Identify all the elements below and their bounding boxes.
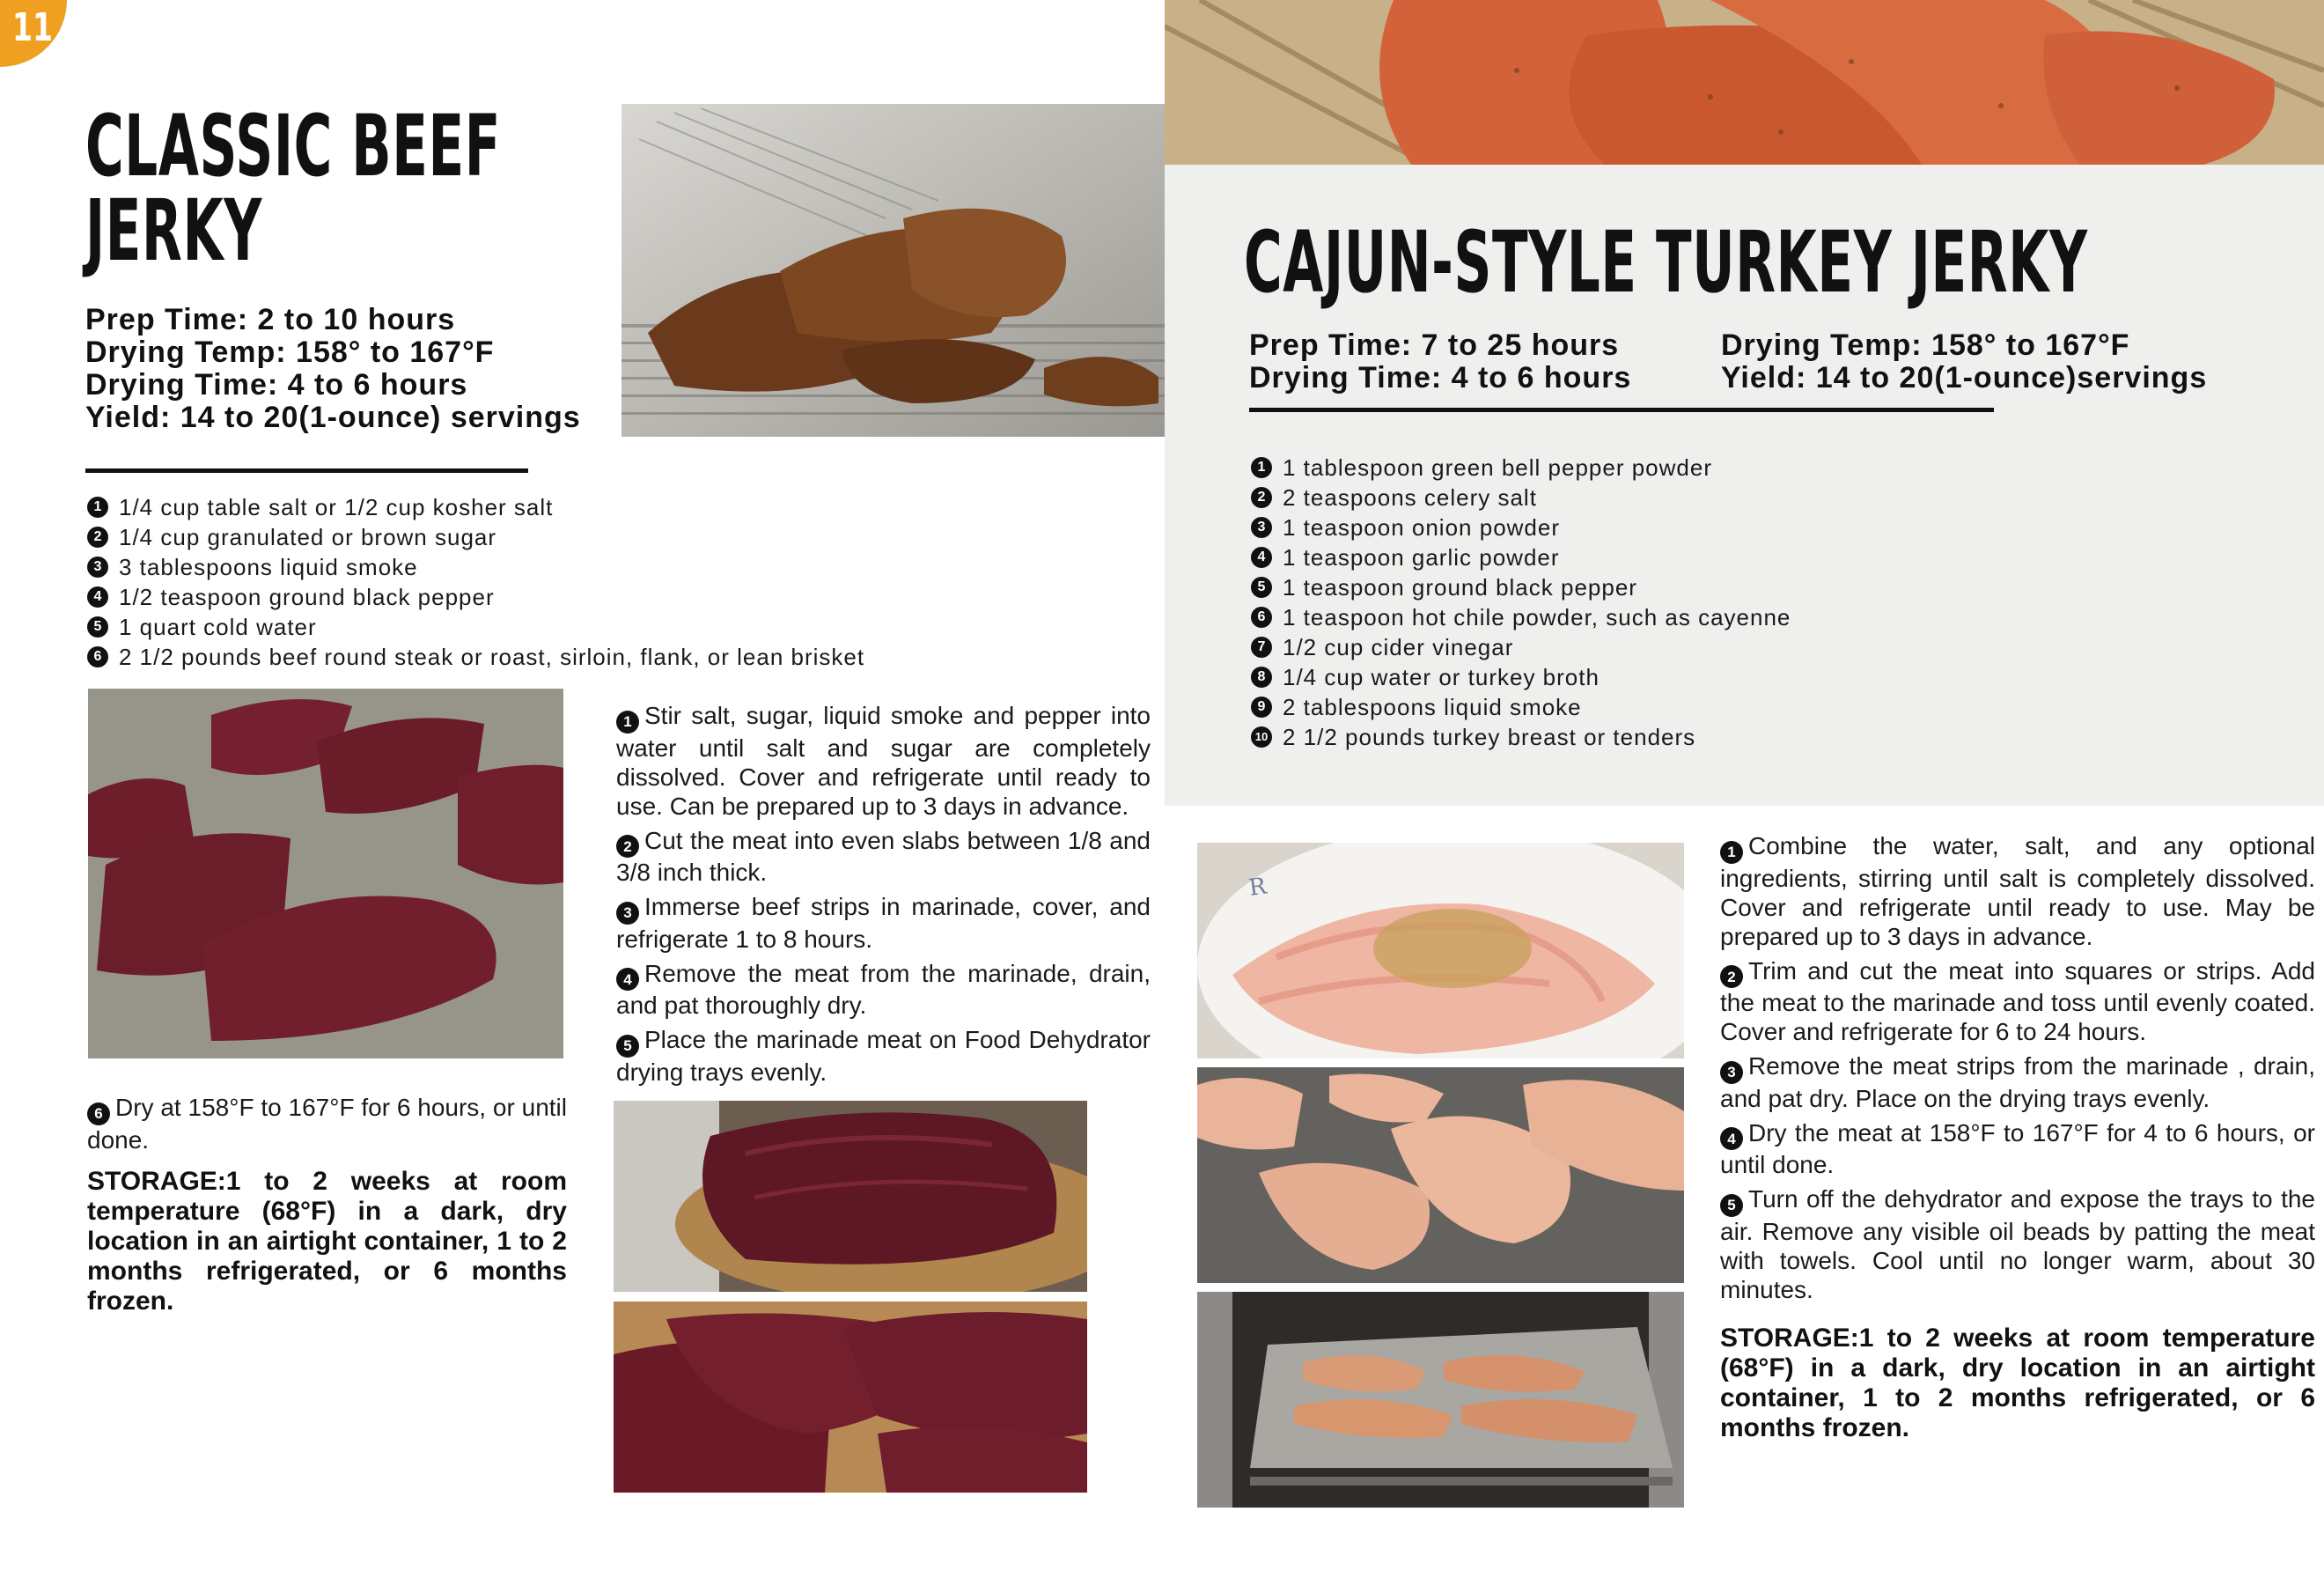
step-text: Immerse beef strips in marinade, cover, and refrigerate 1 to 8 hours. (616, 893, 1151, 953)
number-badge: 1 (1251, 457, 1272, 478)
list-item (87, 642, 864, 672)
number-badge: 4 (1251, 547, 1272, 568)
list-item (1251, 572, 1791, 602)
number-badge: 5 (1720, 1194, 1743, 1217)
step-text: Dry the meat at 158°F to 167°F for 4 to 6 hours, or until done. (1720, 1118, 2315, 1178)
number-badge: 6 (87, 1102, 110, 1125)
number-badge: 6 (87, 646, 108, 667)
ingredient-text: 2 teaspoons celery salt (1283, 484, 1537, 511)
step-6 (87, 1093, 567, 1154)
list-item (87, 492, 864, 522)
list-item (1251, 602, 1791, 632)
beef-ingredients-list (87, 492, 864, 672)
beef-storage-note: STORAGE:1 to 2 weeks at room temperature (68°F) in a dark, dry location in an airtight container, 1 to 2 months refrigerated, or 6 months frozen. (87, 1166, 567, 1316)
number-badge: 4 (1720, 1127, 1743, 1150)
ingredient-text: 2 tablespoons liquid smoke (1283, 694, 1582, 720)
number-badge: 2 (1720, 965, 1743, 988)
ingredient-text: 1 teaspoon onion powder (1283, 514, 1561, 541)
list-item (87, 582, 864, 612)
step-5 (1720, 1184, 2315, 1304)
number-badge: 7 (1251, 637, 1272, 658)
number-badge: 3 (87, 557, 108, 578)
list-item (1251, 542, 1791, 572)
list-item (1251, 662, 1791, 692)
beef-divider (85, 468, 528, 473)
turkey-recipe-title: CAJUN-STYLE TURKEY JERKY (1244, 213, 2088, 312)
ingredient-text: 1/2 cup cider vinegar (1283, 634, 1514, 660)
list-item (1251, 453, 1791, 483)
number-badge: 8 (1251, 667, 1272, 688)
step-1 (1720, 831, 2315, 951)
turkey-dehydrator-photo (1197, 1292, 1684, 1508)
number-badge: 3 (1251, 517, 1272, 538)
step-3 (1720, 1051, 2315, 1113)
step-text: Stir salt, sugar, liquid smoke and pepper into water until salt and sugar are completely dissolved. Cover and refrigerate until ready to use. Can be prepared up to 3 days in advance. (616, 702, 1151, 820)
turkey-seasoned-photo (1197, 843, 1684, 1058)
step-text: Dry at 158°F to 167°F for 6 hours, or until done. (87, 1094, 567, 1154)
number-badge: 6 (1251, 607, 1272, 628)
number-badge: 2 (87, 527, 108, 548)
number-badge: 1 (616, 711, 639, 734)
turkey-storage-note: STORAGE:1 to 2 weeks at room temperature (68°F) in a dark, dry location in an airtight container, 1 to 2 months refrigerated, or 6 months frozen. (1720, 1323, 2315, 1442)
beef-sliced-photo (614, 1301, 1087, 1493)
step-2 (616, 826, 1151, 888)
step-text: Turn off the dehydrator and expose the trays to the air. Remove any visible oil beads by patting the meat with towels. Cool until no longer warm, about 30 minutes. (1720, 1185, 2315, 1303)
beef-tray-photo (88, 689, 563, 1058)
list-item (87, 552, 864, 582)
turkey-prep-time: Prep Time: 7 to 25 hours (1249, 328, 1620, 362)
step-text: Place the marinade meat on Food Dehydrator drying trays evenly. (616, 1026, 1151, 1086)
ingredient-text: 1 teaspoon ground black pepper (1283, 574, 1637, 601)
turkey-drying-temp: Drying Temp: 158° to 167°F (1721, 328, 2130, 362)
step-2 (1720, 956, 2315, 1047)
turkey-jerky-header-photo (1165, 0, 2324, 165)
step-4 (616, 959, 1151, 1021)
list-item (87, 522, 864, 552)
list-item (1251, 512, 1791, 542)
turkey-tray-photo (1197, 1067, 1684, 1283)
svg-text:R: R (1247, 873, 1269, 902)
number-badge: 4 (616, 968, 639, 991)
turkey-yield: Yield: 14 to 20(1-ounce)servings (1721, 361, 2208, 394)
step-4 (1720, 1118, 2315, 1180)
step-text: Cut the meat into even slabs between 1/8 and 3/8 inch thick. (616, 826, 1151, 886)
beef-chunk-photo (614, 1101, 1087, 1292)
number-badge: 5 (1251, 577, 1272, 598)
step-text: Remove the meat strips from the marinade , drain, and pat dry. Place on the drying trays evenly. (1720, 1052, 2315, 1112)
number-badge: 4 (87, 586, 108, 608)
list-item (1251, 483, 1791, 512)
beef-steps (616, 701, 1151, 1092)
ingredient-text: 1/4 cup granulated or brown sugar (119, 524, 497, 550)
number-badge: 5 (616, 1035, 639, 1058)
list-item (1251, 692, 1791, 722)
beef-prep-time: Prep Time: 2 to 10 hours (85, 303, 456, 336)
ingredient-text: 1 tablespoon green bell pepper powder (1283, 454, 1713, 481)
number-badge: 3 (1720, 1061, 1743, 1084)
beef-step6-and-storage (87, 1093, 567, 1316)
step-1 (616, 701, 1151, 821)
step-3 (616, 892, 1151, 954)
turkey-meta-right (1721, 329, 2207, 394)
page-number-tab (0, 0, 67, 67)
number-badge: 5 (87, 616, 108, 638)
beef-drying-time: Drying Time: 4 to 6 hours (85, 368, 468, 402)
step-text: Combine the water, salt, and any optional ingredients, stirring until salt is completely dissolved. Cover and refrigerate until ready to use. May be prepared up to 3 days in advance. (1720, 832, 2315, 950)
ingredient-text: 2 1/2 pounds turkey breast or tenders (1283, 724, 1696, 750)
number-badge: 3 (616, 902, 639, 925)
turkey-meta-left (1249, 329, 1631, 394)
step-text: Remove the meat from the marinade, drain, and pat thoroughly dry. (616, 959, 1151, 1019)
beef-jerky-photo (621, 104, 1165, 437)
number-badge: 10 (1251, 726, 1272, 748)
step-text: Trim and cut the meat into squares or strips. Add the meat to the marinade and toss until evenly coated. Cover and refrigerate for 6 to 24 hours. (1720, 956, 2315, 1045)
number-badge: 2 (616, 835, 639, 858)
turkey-ingredients-list (1251, 453, 1791, 752)
list-item (1251, 722, 1791, 752)
beef-drying-temp: Drying Temp: 158° to 167°F (85, 336, 495, 369)
turkey-drying-time: Drying Time: 4 to 6 hours (1249, 361, 1632, 394)
page-number: 11 (12, 5, 53, 50)
ingredient-text: 3 tablespoons liquid smoke (119, 554, 418, 580)
ingredient-text: 1/4 cup water or turkey broth (1283, 664, 1600, 690)
number-badge: 2 (1251, 487, 1272, 508)
ingredient-text: 2 1/2 pounds beef round steak or roast, sirloin, flank, or lean brisket (119, 644, 865, 670)
list-item (1251, 632, 1791, 662)
number-badge: 9 (1251, 697, 1272, 718)
number-badge: 1 (1720, 841, 1743, 864)
ingredient-text: 1/4 cup table salt or 1/2 cup kosher salt (119, 494, 554, 520)
step-5 (616, 1025, 1151, 1087)
beef-title-line2: JERKY (85, 181, 262, 280)
number-badge: 1 (87, 497, 108, 518)
ingredient-text: 1 teaspoon hot chile powder, such as cayenne (1283, 604, 1791, 630)
turkey-steps (1720, 831, 2315, 1443)
beef-title-line1: CLASSIC BEEF (85, 97, 502, 195)
list-item (87, 612, 864, 642)
turkey-divider (1249, 408, 1994, 412)
ingredient-text: 1 teaspoon garlic powder (1283, 544, 1560, 571)
ingredient-text: 1 quart cold water (119, 614, 317, 640)
ingredient-text: 1/2 teaspoon ground black pepper (119, 584, 495, 610)
beef-meta (85, 304, 581, 434)
beef-yield: Yield: 14 to 20(1-ounce) servings (85, 401, 581, 434)
